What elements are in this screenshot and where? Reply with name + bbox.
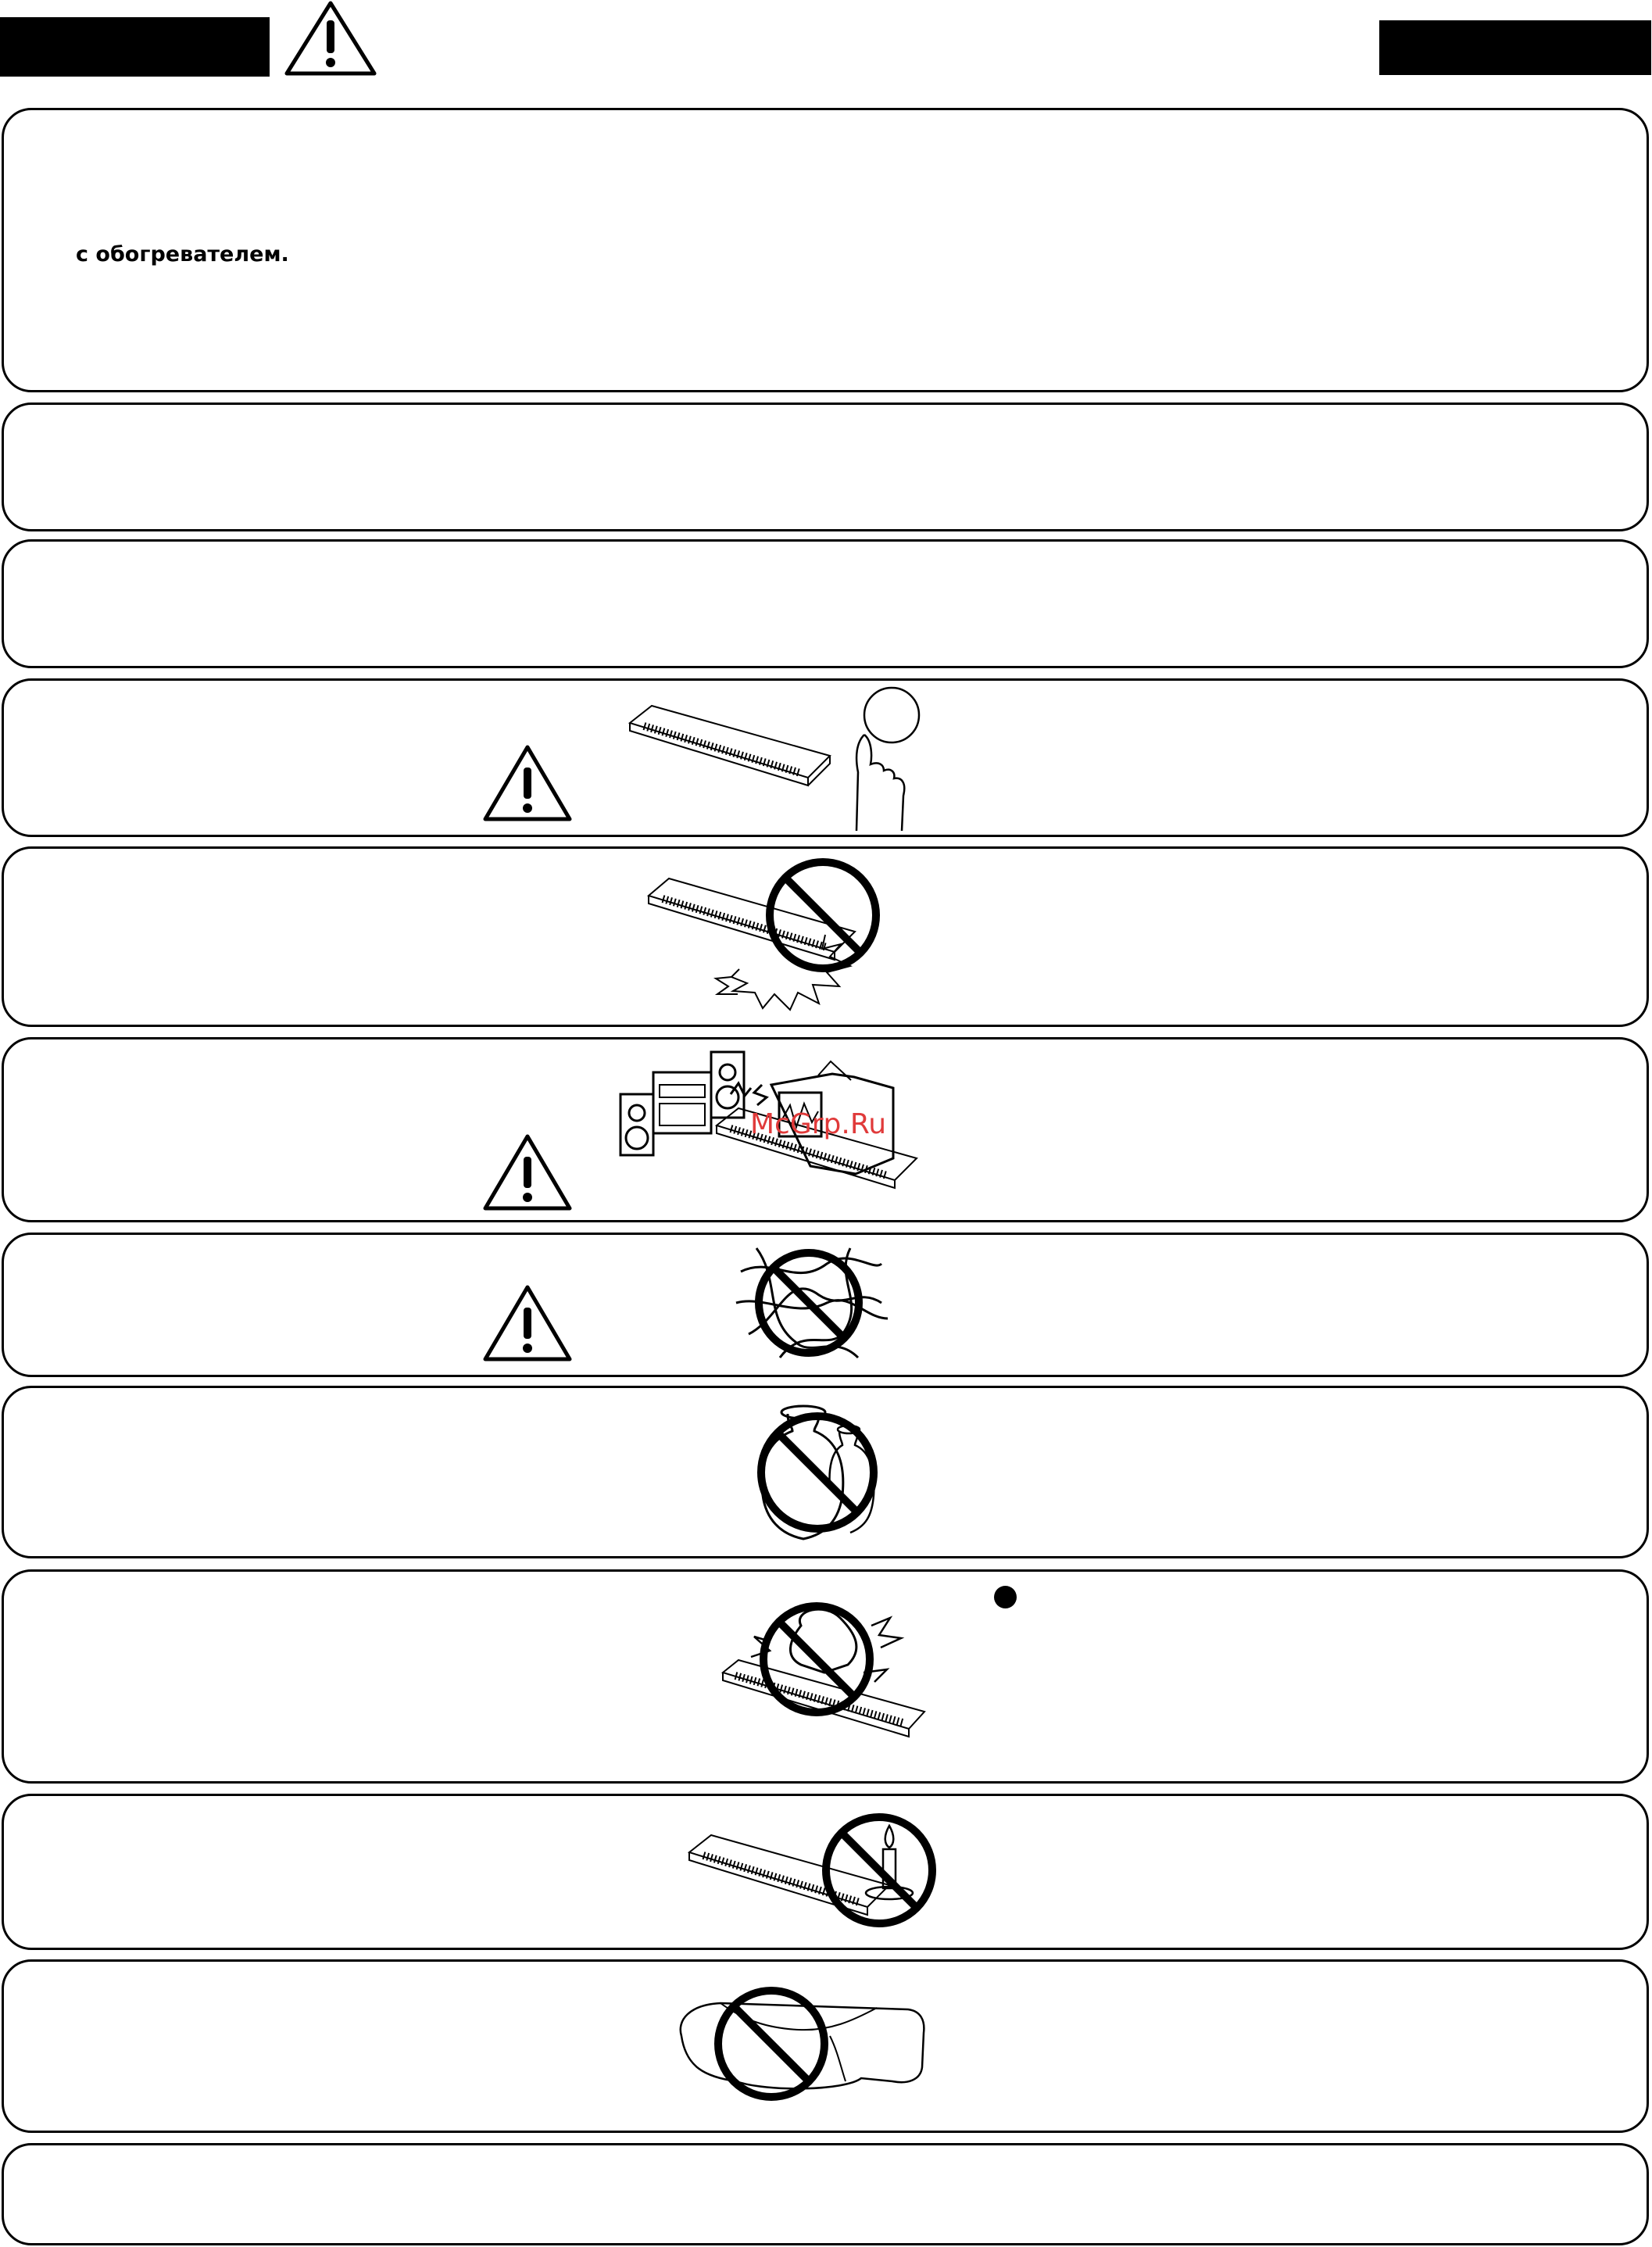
prohibited-icon	[758, 1601, 875, 1718]
bullet-dot-icon	[994, 1586, 1017, 1608]
panel-1-text: с обогревателем.	[76, 242, 289, 267]
watermark-text: McGrp.Ru	[750, 1108, 887, 1140]
prohibited-icon	[821, 1812, 938, 1929]
prohibited-icon	[713, 1985, 830, 2102]
panel-3	[2, 539, 1649, 668]
keyboard-icon	[628, 700, 831, 801]
warning-triangle-icon	[284, 0, 377, 78]
warning-triangle-icon	[482, 1284, 573, 1364]
prohibited-icon	[754, 1248, 864, 1358]
prohibited-icon	[756, 1412, 878, 1533]
header-right-bar	[1379, 20, 1651, 75]
panel-12	[2, 2143, 1649, 2245]
warning-triangle-icon	[482, 744, 573, 824]
hand-button-icon	[841, 686, 927, 831]
prohibited-icon	[764, 857, 881, 974]
panel-2	[2, 403, 1649, 531]
header-left-bar	[0, 17, 270, 77]
warning-triangle-icon	[482, 1133, 573, 1213]
